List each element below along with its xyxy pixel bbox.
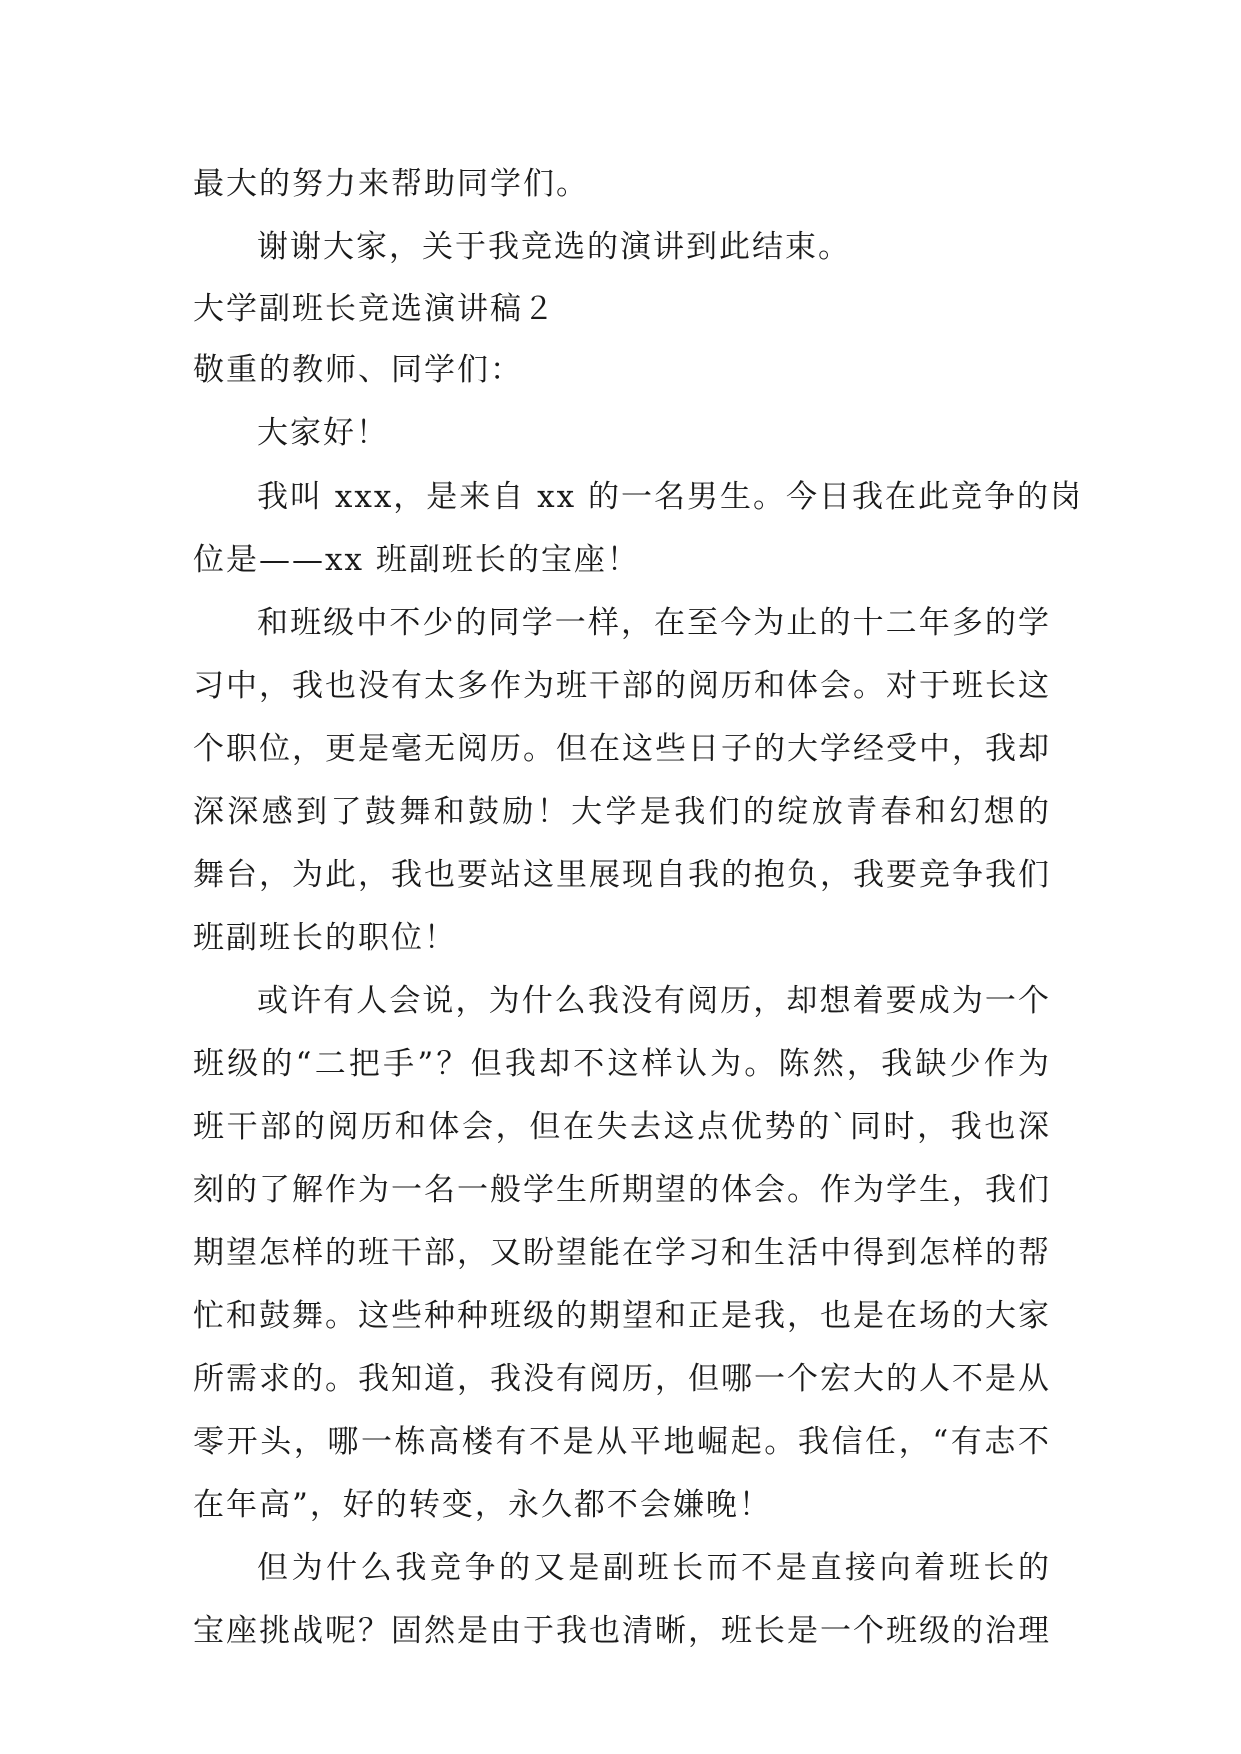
text-line: 最大的努力来帮助同学们。: [193, 166, 589, 202]
text-line: 宝座挑战呢？固然是由于我也清晰，班长是一个班级的治理: [193, 1613, 1051, 1649]
text-line: 班干部的阅历和体会，但在失去这点优势的`同时，我也深: [193, 1109, 1051, 1145]
text-line: 深深感到了鼓舞和鼓励！大学是我们的绽放青春和幻想的: [193, 794, 1051, 830]
text-line: 和班级中不少的同学一样，在至今为止的十二年多的学: [257, 605, 1051, 641]
text-line: 班级的“二把手”？但我却不这样认为。陈然，我缺少作为: [193, 1046, 1051, 1082]
text-line: 所需求的。我知道，我没有阅历，但哪一个宏大的人不是从: [193, 1361, 1051, 1397]
text-line: 班副班长的职位！: [193, 920, 457, 956]
salutation: 敬重的教师、同学们：: [193, 352, 523, 388]
text-line: 舞台，为此，我也要站这里展现自我的抱负，我要竞争我们: [193, 857, 1051, 893]
text-line: 位是——xx 班副班长的宝座！: [193, 542, 640, 578]
text-line: 零开头，哪一栋高楼有不是从平地崛起。我信任，“有志不: [193, 1424, 1051, 1460]
text-line: 刻的了解作为一名一般学生所期望的体会。作为学生，我们: [193, 1172, 1051, 1208]
section-title: 大学副班长竞选演讲稿２: [193, 291, 556, 327]
text-line: 或许有人会说，为什么我没有阅历，却想着要成为一个: [257, 983, 1051, 1019]
text-line: 个职位，更是毫无阅历。但在这些日子的大学经受中，我却: [193, 731, 1051, 767]
text-line: 在年高”，好的转变，永久都不会嫌晚！: [193, 1487, 772, 1523]
text-line: 期望怎样的班干部，又盼望能在学习和生活中得到怎样的帮: [193, 1235, 1051, 1271]
text-line: 谢谢大家，关于我竞选的演讲到此结束。: [257, 229, 851, 265]
text-line: 但为什么我竞争的又是副班长而不是直接向着班长的: [257, 1550, 1051, 1586]
text-line: 大家好！: [257, 415, 389, 451]
text-line: 习中，我也没有太多作为班干部的阅历和体会。对于班长这: [193, 668, 1051, 704]
text-line: 我叫 xxx，是来自 xx 的一名男生。今日我在此竞争的岗: [257, 479, 1083, 515]
text-line: 忙和鼓舞。这些种种班级的期望和正是我，也是在场的大家: [193, 1298, 1051, 1334]
